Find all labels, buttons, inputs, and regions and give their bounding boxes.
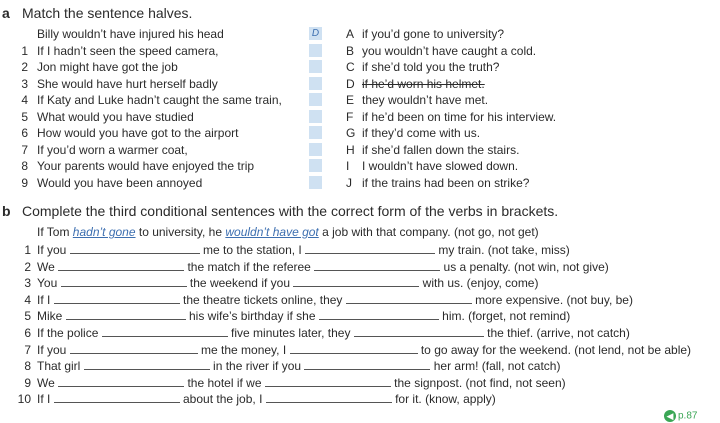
option-letter: A [346, 27, 355, 41]
option-letter: H [346, 142, 355, 157]
answer-blank[interactable] [314, 260, 440, 271]
sentence-number: 4 [21, 93, 28, 107]
answer-box[interactable] [309, 93, 322, 106]
sentence-part: more expensive. (not buy, be) [471, 292, 633, 307]
sentence-number: 5 [21, 109, 28, 124]
item-number: 8 [24, 359, 31, 374]
sentence-part: in the river if you [209, 359, 305, 374]
item-number: 5 [24, 309, 31, 324]
example-text-1: If Tom [37, 225, 73, 239]
sentence-part: You [37, 276, 61, 291]
sentence-part: her arm! (fall, not catch) [430, 359, 561, 374]
section-a-title: Match the sentence halves. [22, 5, 193, 21]
sentence-part: me the money, I [197, 342, 290, 357]
answer-blank[interactable] [319, 309, 439, 320]
item-number: 1 [24, 243, 31, 257]
page-reference[interactable] [664, 410, 697, 422]
sentence-half: Would you have been annoyed [37, 175, 203, 190]
item-number: 7 [24, 342, 31, 357]
sentence-part: him. (forget, not remind) [438, 309, 571, 324]
item-number: 4 [24, 292, 31, 307]
option-text: I wouldn’t have slowed down. [362, 159, 519, 173]
answer-blank[interactable] [70, 343, 198, 354]
sentence-part: If you [37, 243, 70, 257]
answer-blank[interactable] [293, 276, 419, 287]
item-number: 2 [24, 259, 31, 274]
section-b-letter: b [2, 203, 11, 219]
option-letter: B [346, 43, 355, 58]
conditional-sentence [37, 343, 691, 357]
option-text: if they’d come with us. [362, 126, 481, 140]
answer-box[interactable] [309, 77, 322, 90]
sentence-part: If you [37, 342, 70, 357]
answer-blank[interactable] [266, 392, 392, 403]
example-answer-2: wouldn’t have got [225, 225, 319, 239]
answer-blank[interactable] [58, 376, 184, 387]
answer-blank[interactable] [84, 359, 210, 370]
sentence-part: for it. (know, apply) [391, 392, 496, 407]
sentence-half: She would have hurt herself badly [37, 76, 218, 91]
option-text: if the trains had been on strike? [362, 175, 530, 190]
sentence-number: 7 [21, 142, 28, 157]
option-letter: D [346, 76, 355, 91]
conditional-sentence [37, 392, 496, 406]
answer-blank[interactable] [70, 243, 200, 254]
option-letter: J [346, 175, 352, 190]
option-letter: E [346, 93, 355, 107]
conditional-sentence [37, 309, 570, 323]
answer-blank[interactable] [102, 326, 228, 337]
sentence-number: 9 [21, 175, 28, 190]
sentence-half: What would you have studied [37, 109, 194, 124]
sentence-part: with us. (enjoy, come) [419, 276, 539, 291]
item-number: 10 [17, 392, 31, 407]
answer-blank[interactable] [265, 376, 391, 387]
sentence-half: How would you have got to the airport [37, 126, 239, 140]
option-text: you wouldn’t have caught a cold. [362, 43, 537, 58]
example-text-2: to university, he [135, 225, 226, 239]
item-number: 3 [24, 276, 31, 291]
option-letter: G [346, 126, 356, 140]
conditional-sentence [37, 276, 538, 290]
section-a-letter: a [2, 5, 10, 21]
answer-blank[interactable] [61, 276, 187, 287]
sentence-half: Jon might have got the job [37, 60, 178, 74]
sentence-half: If you’d worn a warmer coat, [37, 142, 188, 157]
sentence-number: 1 [21, 43, 28, 58]
answer-box[interactable] [309, 126, 322, 139]
sentence-part: We [37, 259, 59, 274]
section-b-example [37, 225, 539, 239]
option-letter: C [346, 60, 355, 74]
sentence-part: five minutes later, they [227, 326, 354, 340]
option-text: if you’d gone to university? [362, 27, 505, 41]
answer-blank[interactable] [54, 293, 180, 304]
sentence-part: about the job, I [179, 392, 266, 407]
answer-blank[interactable] [290, 343, 418, 354]
answer-blank[interactable] [305, 243, 435, 254]
answer-box[interactable] [309, 110, 322, 123]
answer-blank[interactable] [346, 293, 472, 304]
answer-box[interactable] [309, 44, 322, 57]
example-text-3: a job with that company. (not go, not get) [318, 225, 539, 239]
sentence-half: Your parents would have enjoyed the trip [37, 159, 255, 173]
sentence-part: the hotel if we [184, 375, 265, 390]
conditional-sentence [37, 359, 560, 373]
sentence-part: If I [37, 392, 54, 407]
sentence-part: If the police [37, 326, 102, 340]
sentence-part: We [37, 375, 59, 390]
answer-blank[interactable] [66, 309, 186, 320]
option-text: if he’d worn his helmet. [362, 76, 485, 91]
conditional-sentence [37, 243, 570, 257]
conditional-sentence [37, 260, 609, 274]
sentence-part: the weekend if you [186, 276, 294, 291]
conditional-sentence [37, 376, 566, 390]
sentence-half: If I hadn’t seen the speed camera, [37, 43, 219, 58]
example-answer-box: D [309, 27, 322, 40]
sentence-part: to go away for the weekend. (not lend, not be able) [417, 342, 692, 357]
sentence-part: If I [37, 292, 54, 307]
page-reference-label: p.87 [678, 410, 698, 422]
sentence-number: 3 [21, 76, 28, 91]
sentence-part: the theatre tickets online, they [179, 292, 346, 307]
sentence-part: the signpost. (not find, not seen) [390, 375, 566, 390]
sentence-part: my train. (not take, miss) [435, 243, 570, 257]
example-answer-1: hadn’t gone [72, 225, 136, 239]
conditional-sentence [37, 293, 633, 307]
sentence-half: If Katy and Luke hadn’t caught the same train, [37, 93, 282, 107]
section-b-title: Complete the third conditional sentences with the correct form of the verbs in brackets. [22, 203, 559, 219]
sentence-part: Mike [37, 309, 66, 324]
arrow-left-icon: ◀ [664, 410, 676, 422]
example-sentence: Billy wouldn’t have injured his head [37, 27, 224, 41]
answer-blank[interactable] [54, 392, 180, 403]
answer-blank[interactable] [354, 326, 484, 337]
answer-blank[interactable] [304, 359, 430, 370]
option-text: they wouldn’t have met. [362, 93, 489, 107]
answer-box[interactable] [309, 60, 322, 73]
sentence-number: 8 [21, 159, 28, 173]
option-text: if she’d told you the truth? [362, 60, 500, 74]
item-number: 9 [24, 375, 31, 390]
option-text: if he’d been on time for his interview. [362, 109, 557, 124]
sentence-part: me to the station, I [199, 243, 306, 257]
sentence-part: us a penalty. (not win, not give) [440, 259, 609, 274]
answer-blank[interactable] [58, 260, 184, 271]
sentence-number: 6 [21, 126, 28, 140]
option-letter: F [346, 109, 354, 124]
conditional-sentence [37, 326, 630, 340]
item-number: 6 [24, 326, 31, 340]
sentence-part: the thief. (arrive, not catch) [483, 326, 630, 340]
answer-box[interactable] [309, 176, 322, 189]
sentence-part: the match if the referee [184, 259, 315, 274]
sentence-part: his wife’s birthday if she [185, 309, 319, 324]
sentence-number: 2 [21, 60, 28, 74]
option-letter: I [346, 159, 350, 173]
option-text: if she’d fallen down the stairs. [362, 142, 520, 157]
sentence-part: That girl [37, 359, 84, 374]
answer-box[interactable] [309, 143, 322, 156]
answer-box[interactable] [309, 159, 322, 172]
